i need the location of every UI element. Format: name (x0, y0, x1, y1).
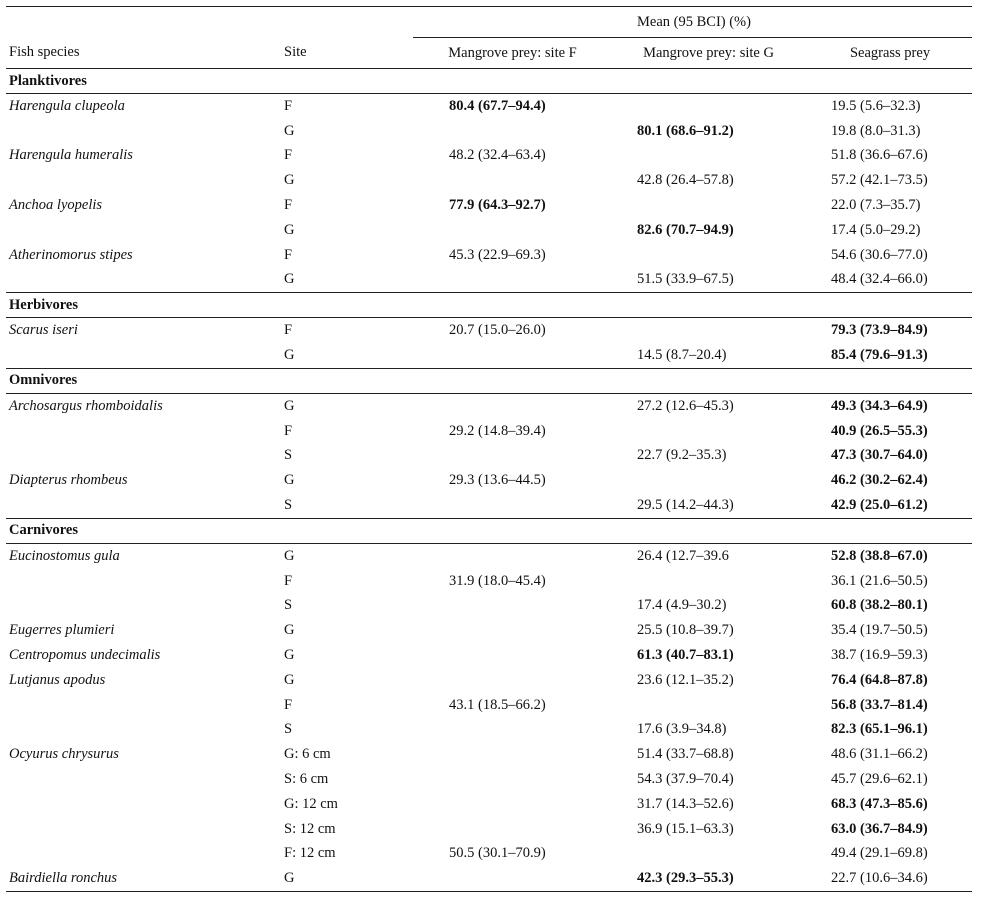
seagrass-cell: 76.4 (64.8–87.8) (831, 671, 928, 688)
table-row (6, 168, 972, 193)
table-row (6, 792, 972, 817)
site-cell: S (284, 447, 293, 464)
site-cell: G (284, 622, 295, 639)
column-header-species: Fish species (6, 38, 281, 69)
table-body (6, 69, 972, 892)
group-header-row (6, 69, 972, 94)
group-title: Carnivores (6, 518, 972, 543)
mangrove-f-cell (413, 618, 609, 643)
mangrove-f-cell: 29.3 (13.6–44.5) (449, 472, 546, 489)
mangrove-g-cell: 51.5 (33.9–67.5) (609, 268, 805, 293)
mangrove-g-cell: 36.9 (15.1–63.3) (637, 820, 734, 837)
site-cell: G (284, 397, 295, 414)
column-header-site: Site (281, 38, 413, 69)
mangrove-g-cell: 22.7 (9.2–35.3) (637, 447, 727, 464)
mangrove-f-cell (413, 543, 609, 568)
table-row (6, 94, 972, 119)
species-cell: Harengula clupeola (9, 97, 125, 114)
mangrove-g-cell (609, 468, 805, 493)
mangrove-f-cell (413, 866, 609, 891)
site-cell: F (284, 246, 293, 263)
species-cell (6, 168, 281, 193)
mangrove-f-cell: 77.9 (64.3–92.7) (449, 197, 546, 214)
species-cell (6, 842, 281, 867)
seagrass-cell: 57.2 (42.1–73.5) (831, 172, 928, 189)
group-title: Herbivores (6, 293, 972, 318)
seagrass-cell: 52.8 (38.8–67.0) (831, 547, 928, 564)
site-cell: G (281, 268, 413, 293)
table-row (6, 693, 972, 718)
mangrove-f-cell (413, 817, 609, 842)
seagrass-cell: 35.4 (19.7–50.5) (831, 622, 928, 639)
site-cell: F (284, 696, 293, 713)
mangrove-g-cell: 82.6 (70.7–94.9) (637, 221, 734, 238)
species-cell: Anchoa lyopelis (9, 197, 103, 214)
mangrove-f-cell: 48.2 (32.4–63.4) (449, 147, 546, 164)
site-cell: S (284, 721, 293, 738)
species-cell: Harengula humeralis (9, 147, 133, 164)
mangrove-g-cell: 80.1 (68.6–91.2) (637, 122, 734, 139)
seagrass-cell: 51.8 (36.6–67.6) (831, 147, 928, 164)
table-row (6, 493, 972, 518)
site-cell: G (281, 343, 413, 368)
mangrove-f-cell (413, 643, 609, 668)
seagrass-cell: 68.3 (47.3–85.6) (831, 795, 928, 812)
seagrass-cell: 49.3 (34.3–64.9) (831, 397, 928, 414)
site-cell: G (284, 472, 295, 489)
site-cell: G (284, 547, 295, 564)
species-cell: Eucinostomus gula (9, 547, 120, 564)
group-header-row (6, 518, 972, 543)
seagrass-cell: 40.9 (26.5–55.3) (831, 422, 928, 439)
site-cell: G (284, 221, 295, 238)
mangrove-f-cell: 50.5 (30.1–70.9) (449, 845, 546, 862)
species-cell (6, 792, 281, 817)
site-cell: G: 12 cm (284, 795, 338, 812)
mangrove-f-cell (413, 393, 609, 418)
site-cell: F (284, 147, 293, 164)
table-row (6, 243, 972, 268)
seagrass-cell: 45.7 (29.6–62.1) (831, 771, 928, 788)
mean-bci-group-header: Mean (95 BCI) (%) (413, 7, 972, 38)
seagrass-cell: 22.0 (7.3–35.7) (831, 197, 921, 214)
mangrove-f-cell: 43.1 (18.5–66.2) (449, 696, 546, 713)
seagrass-cell: 85.4 (79.6–91.3) (805, 343, 972, 368)
column-header-seagrass: Seagrass prey (805, 38, 972, 69)
table-row (6, 594, 972, 619)
mangrove-f-cell (413, 268, 609, 293)
species-cell (6, 569, 281, 594)
species-cell (6, 493, 281, 518)
seagrass-cell: 19.5 (5.6–32.3) (831, 97, 921, 114)
seagrass-cell: 60.8 (38.2–80.1) (831, 597, 928, 614)
mangrove-g-cell (609, 419, 805, 444)
table-row (6, 218, 972, 243)
species-cell: Ocyurus chrysurus (9, 746, 119, 763)
site-cell: F (284, 572, 293, 589)
mangrove-g-cell: 54.3 (37.9–70.4) (637, 771, 734, 788)
header-row-columns (6, 38, 972, 69)
mangrove-g-cell: 17.4 (4.9–30.2) (637, 597, 727, 614)
mangrove-g-cell (609, 243, 805, 268)
seagrass-cell: 82.3 (65.1–96.1) (831, 721, 928, 738)
table-row (6, 468, 972, 493)
mangrove-f-cell (413, 218, 609, 243)
group-title: Omnivores (6, 368, 972, 393)
mangrove-g-cell: 61.3 (40.7–83.1) (637, 647, 734, 664)
table-row (6, 193, 972, 218)
species-cell (6, 767, 281, 792)
species-cell: Atherinomorus stipes (9, 246, 133, 263)
mangrove-f-cell: 29.2 (14.8–39.4) (449, 422, 546, 439)
mangrove-g-cell: 42.8 (26.4–57.8) (637, 172, 734, 189)
table-row (6, 144, 972, 169)
table-row (6, 866, 972, 891)
species-cell (6, 594, 281, 619)
species-cell (6, 119, 281, 144)
column-header-mangrove-f: Mangrove prey: site F (413, 38, 609, 69)
seagrass-cell: 19.8 (8.0–31.3) (831, 122, 921, 139)
species-cell: Archosargus rhomboidalis (9, 397, 163, 414)
mangrove-f-cell (413, 594, 609, 619)
seagrass-cell: 47.3 (30.7–64.0) (831, 447, 928, 464)
site-cell: F (284, 197, 293, 214)
mangrove-g-cell: 14.5 (8.7–20.4) (609, 343, 805, 368)
species-cell: Scarus iseri (9, 322, 78, 339)
mangrove-f-cell: 20.7 (15.0–26.0) (449, 322, 546, 339)
group-header-row (6, 293, 972, 318)
species-cell (6, 444, 281, 469)
seagrass-cell: 49.4 (29.1–69.8) (831, 845, 928, 862)
table-row (6, 618, 972, 643)
site-cell: G (284, 671, 295, 688)
table-row (6, 718, 972, 743)
mangrove-f-cell (413, 119, 609, 144)
site-cell: G (284, 647, 295, 664)
mangrove-g-cell: 31.7 (14.3–52.6) (637, 795, 734, 812)
seagrass-cell: 79.3 (73.9–84.9) (831, 322, 928, 339)
table-row (6, 343, 972, 368)
table-row (6, 444, 972, 469)
table-row (6, 268, 972, 293)
seagrass-cell: 22.7 (10.6–34.6) (805, 866, 972, 891)
table-row (6, 668, 972, 693)
seagrass-cell: 48.6 (31.1–66.2) (831, 746, 928, 763)
table-row (6, 419, 972, 444)
mangrove-f-cell: 45.3 (22.9–69.3) (449, 246, 546, 263)
mangrove-g-cell (609, 193, 805, 218)
mangrove-f-cell (413, 767, 609, 792)
mangrove-g-cell: 27.2 (12.6–45.3) (637, 397, 734, 414)
site-cell: F (284, 422, 293, 439)
table-row (6, 817, 972, 842)
seagrass-cell: 46.2 (30.2–62.4) (831, 472, 928, 489)
site-cell: G (284, 122, 295, 139)
species-cell: Lutjanus apodus (9, 671, 106, 688)
site-cell: S: 12 cm (284, 820, 336, 837)
column-header-mangrove-g: Mangrove prey: site G (609, 38, 805, 69)
site-cell: S (284, 597, 293, 614)
table-row (6, 767, 972, 792)
group-header-row (6, 368, 972, 393)
site-cell: F (284, 97, 293, 114)
mangrove-f-cell: 80.4 (67.7–94.4) (449, 97, 546, 114)
site-cell: G: 6 cm (284, 746, 331, 763)
mangrove-f-cell (413, 168, 609, 193)
mangrove-g-cell (609, 144, 805, 169)
mangrove-g-cell: 17.6 (3.9–34.8) (637, 721, 727, 738)
table-row (6, 119, 972, 144)
site-cell: S (281, 493, 413, 518)
table-header (6, 7, 972, 69)
species-cell (6, 419, 281, 444)
site-cell: G (284, 172, 295, 189)
species-cell (6, 218, 281, 243)
mangrove-g-cell: 42.3 (29.3–55.3) (609, 866, 805, 891)
species-cell: Bairdiella ronchus (6, 866, 281, 891)
species-cell (6, 268, 281, 293)
seagrass-cell: 42.9 (25.0–61.2) (805, 493, 972, 518)
species-cell (6, 718, 281, 743)
species-cell (6, 817, 281, 842)
mangrove-g-cell: 51.4 (33.7–68.8) (637, 746, 734, 763)
site-cell: S: 6 cm (284, 771, 329, 788)
seagrass-cell: 38.7 (16.9–59.3) (831, 647, 928, 664)
site-cell: F: 12 cm (284, 845, 336, 862)
table-row (6, 318, 972, 343)
mangrove-f-cell (413, 493, 609, 518)
mangrove-f-cell (413, 444, 609, 469)
mangrove-f-cell (413, 343, 609, 368)
mangrove-g-cell: 29.5 (14.2–44.3) (609, 493, 805, 518)
diet-proportion-table (6, 6, 972, 892)
table-row (6, 643, 972, 668)
seagrass-cell: 17.4 (5.0–29.2) (831, 221, 921, 238)
seagrass-cell: 48.4 (32.4–66.0) (805, 268, 972, 293)
mangrove-g-cell (609, 569, 805, 594)
species-cell: Diapterus rhombeus (9, 472, 128, 489)
mangrove-g-cell: 25.5 (10.8–39.7) (637, 622, 734, 639)
mangrove-g-cell: 26.4 (12.7–39.6 (637, 547, 729, 564)
header-row-group (6, 7, 972, 38)
table-row (6, 569, 972, 594)
group-title: Planktivores (6, 69, 972, 94)
table-row (6, 393, 972, 418)
table-row (6, 742, 972, 767)
mangrove-g-cell (609, 94, 805, 119)
mangrove-f-cell: 31.9 (18.0–45.4) (449, 572, 546, 589)
species-cell (6, 693, 281, 718)
seagrass-cell: 63.0 (36.7–84.9) (831, 820, 928, 837)
table-row (6, 842, 972, 867)
mangrove-f-cell (413, 742, 609, 767)
seagrass-cell: 54.6 (30.6–77.0) (831, 246, 928, 263)
site-cell: F (284, 322, 293, 339)
seagrass-cell: 36.1 (21.6–50.5) (831, 572, 928, 589)
site-cell: G (281, 866, 413, 891)
species-cell (6, 343, 281, 368)
seagrass-cell: 56.8 (33.7–81.4) (831, 696, 928, 713)
mangrove-g-cell (609, 318, 805, 343)
mangrove-f-cell (413, 718, 609, 743)
mangrove-g-cell (609, 842, 805, 867)
mangrove-g-cell (609, 693, 805, 718)
species-cell: Eugerres plumieri (9, 622, 115, 639)
table-row (6, 543, 972, 568)
mangrove-f-cell (413, 668, 609, 693)
mangrove-f-cell (413, 792, 609, 817)
species-cell: Centropomus undecimalis (9, 647, 161, 664)
mangrove-g-cell: 23.6 (12.1–35.2) (637, 671, 734, 688)
